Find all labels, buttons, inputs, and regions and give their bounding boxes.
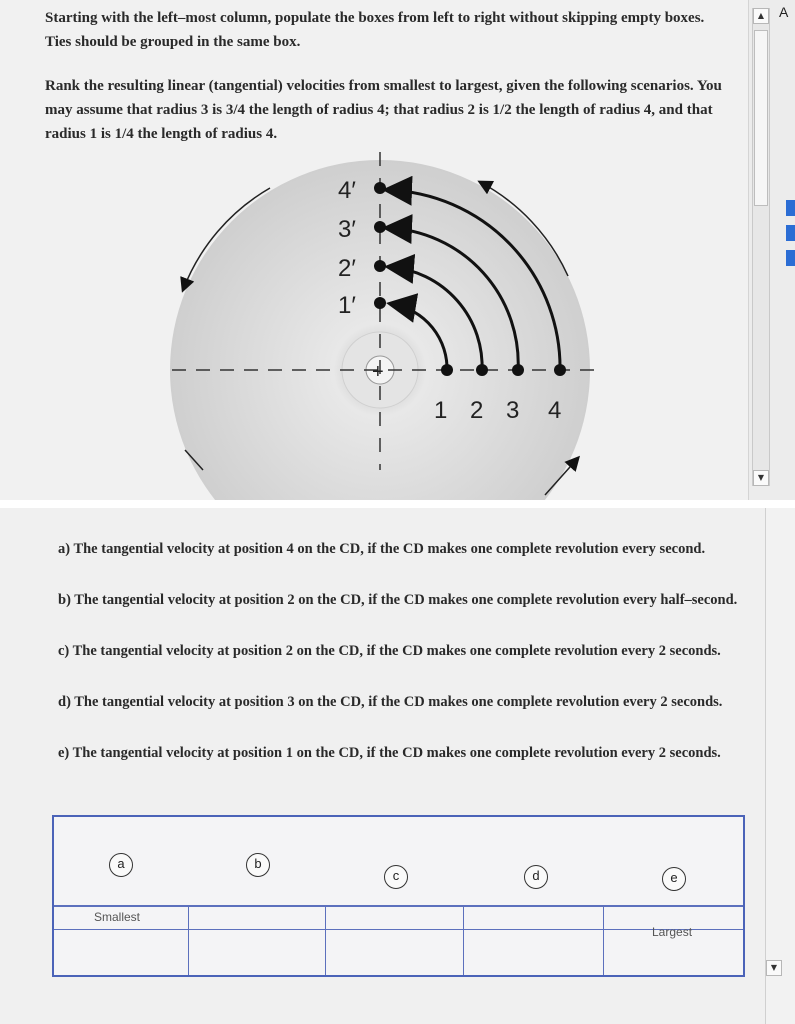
rank-slot-2[interactable] bbox=[188, 905, 325, 975]
scenario-a: a) The tangential velocity at position 4 on the CD, if the CD makes one complete revolution every second. bbox=[58, 541, 706, 557]
question-panel-top bbox=[0, 0, 795, 500]
rank-row-divider bbox=[54, 929, 743, 930]
smallest-label: Smallest bbox=[94, 910, 141, 924]
scroll-up-button[interactable]: ▲ bbox=[753, 8, 769, 24]
scroll-down-button-bottom[interactable]: ▼ bbox=[766, 960, 782, 976]
center-mark: + bbox=[372, 361, 384, 383]
edge-marker bbox=[786, 250, 795, 266]
rank-slot-3[interactable] bbox=[325, 905, 463, 975]
edge-letter: A bbox=[779, 4, 789, 20]
label-pos-3: 3 bbox=[506, 397, 520, 424]
scrollbar-thumb[interactable] bbox=[754, 30, 768, 206]
scenario-b: b) The tangential velocity at position 2 on the CD, if the CD makes one complete revolution every half–second. bbox=[58, 592, 738, 608]
instruction-text: Starting with the left–most column, populate the boxes from left to right without skipping empty boxes. Ties should be grouped in the same box. bbox=[45, 10, 705, 50]
draggable-item-c[interactable]: c bbox=[384, 865, 408, 889]
edge-marker bbox=[786, 225, 795, 241]
right-gutter-bottom bbox=[765, 508, 795, 1024]
scroll-down-button[interactable]: ▼ bbox=[753, 470, 769, 486]
cd-figure bbox=[0, 0, 748, 500]
label-4-prime: 4′ bbox=[338, 177, 356, 204]
ranking-table[interactable] bbox=[52, 815, 745, 977]
scenario-c: c) The tangential velocity at position 2 on the CD, if the CD makes one complete revolution every 2 seconds. bbox=[58, 643, 721, 659]
label-1-prime: 1′ bbox=[338, 292, 356, 319]
label-3-prime: 3′ bbox=[338, 216, 356, 243]
scenario-d: d) The tangential velocity at position 3 on the CD, if the CD makes one complete revolution every 2 seconds. bbox=[58, 694, 723, 710]
edge-marker bbox=[786, 200, 795, 216]
rank-slots bbox=[54, 905, 743, 975]
rank-prompt-text: Rank the resulting linear (tangential) velocities from smallest to largest, given the following scenarios. You may assume that radius 3 is 3/4 the length of radius 4; that radius 2 is 1/2 the length of radius 4, and that radius 1 is 1/4 the length of radius 4. bbox=[45, 78, 722, 142]
draggable-item-d[interactable]: d bbox=[524, 865, 548, 889]
draggable-item-a[interactable]: a bbox=[109, 853, 133, 877]
label-2-prime: 2′ bbox=[338, 255, 356, 282]
label-pos-2: 2 bbox=[470, 397, 484, 424]
label-pos-1: 1 bbox=[434, 397, 448, 424]
scenario-e: e) The tangential velocity at position 1 on the CD, if the CD makes one complete revolution every 2 seconds. bbox=[58, 745, 721, 761]
rank-slot-4[interactable] bbox=[463, 905, 603, 975]
draggable-item-e[interactable]: e bbox=[662, 867, 686, 891]
draggable-item-b[interactable]: b bbox=[246, 853, 270, 877]
rank-slot-5[interactable] bbox=[603, 905, 743, 975]
largest-label: Largest bbox=[652, 925, 693, 939]
label-pos-4: 4 bbox=[548, 397, 562, 424]
photo-gap bbox=[0, 500, 795, 508]
